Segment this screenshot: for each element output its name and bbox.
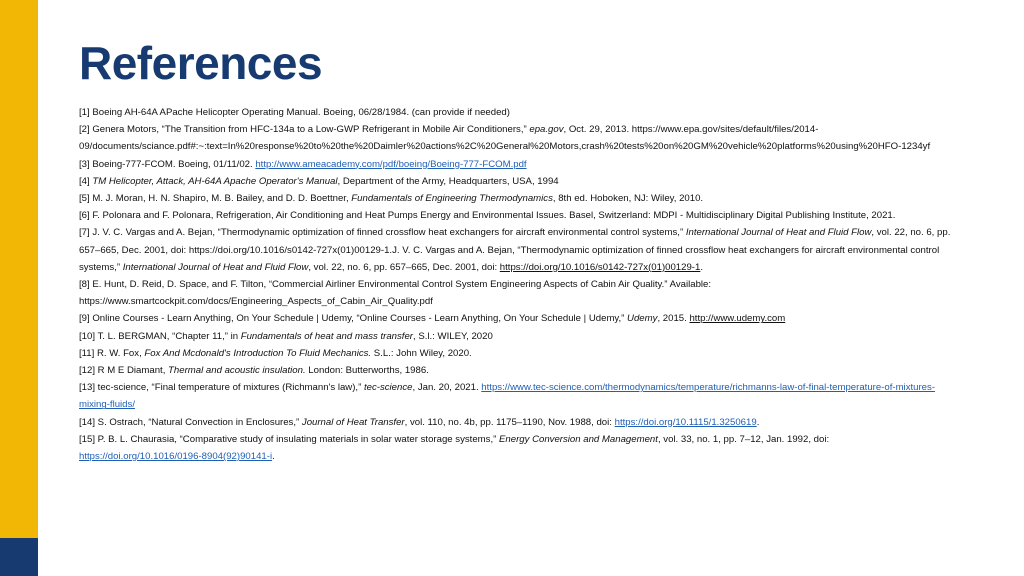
reference-11-title: Fox And Mcdonald's Introduction To Fluid Mechanics. bbox=[144, 347, 372, 359]
reference-12-title: Thermal and acoustic insulation. bbox=[168, 365, 306, 377]
reference-15-text: [15] P. B. L. Chaurasia, “Comparative study of insulating materials in solar water storage systems,” bbox=[79, 433, 499, 445]
reference-13-link[interactable]: https://www.tec-science.com/thermodynamics/temperature/richmanns-law-of-final-temperature-of-mixtures-mixing-fluids/ bbox=[79, 382, 936, 411]
reference-7 bbox=[79, 224, 951, 276]
reference-15-journal: Energy Conversion and Management bbox=[499, 433, 658, 445]
reference-7-text: [7] J. V. C. Vargas and A. Bejan, “Thermodynamic optimization of finned crossflow heat exchangers for aircraft environmental control systems,” bbox=[79, 227, 686, 239]
reference-12-author: [12] R M E Diamant, bbox=[79, 365, 169, 377]
reference-5 bbox=[79, 190, 951, 207]
accent-bar-gold bbox=[0, 0, 38, 538]
reference-6-text: [6] F. Polonara and F. Polonara, Refrigeration, Air Conditioning and Heat Pumps Energy and Environmental Issues. Basel, Switzerland: MDPI - Multidisciplinary Digital Publishing Institute, 2021. bbox=[79, 210, 896, 222]
reference-1 bbox=[79, 104, 951, 121]
reference-4-title: TM Helicopter, Attack, AH-64A Apache Operator's Manual bbox=[92, 175, 338, 187]
reference-10-text: [10] T. L. BERGMAN, “Chapter 11,” in bbox=[79, 330, 241, 342]
reference-5-authors: [5] M. J. Moran, H. N. Shapiro, M. B. Bailey, and D. D. Boettner, bbox=[79, 193, 352, 205]
page-title: References bbox=[79, 37, 323, 89]
reference-15 bbox=[79, 431, 951, 465]
reference-7-journal: International Journal of Heat and Fluid Flow bbox=[685, 227, 872, 239]
reference-11 bbox=[79, 345, 951, 362]
reference-1-text: [1] Boeing AH-64A APache Helicopter Operating Manual. Boeing, 06/28/1984. (can provide if needed) bbox=[79, 107, 510, 118]
reference-4-number: [4] bbox=[79, 175, 93, 187]
reference-7-journal-2: International Journal of Heat and Fluid Flow bbox=[122, 261, 309, 273]
reference-7-text-3: , vol. 22, no. 6, pp. 657–665, Dec. 2001, doi: bbox=[308, 261, 500, 273]
reference-8 bbox=[79, 276, 951, 310]
reference-3-link[interactable]: http://www.ameacademy.com/pdf/boeing/Boeing-777-FCOM.pdf bbox=[255, 158, 527, 170]
reference-7-link[interactable]: https://doi.org/10.1016/s0142-727x(01)00129-1 bbox=[499, 261, 701, 273]
reference-3-text: [3] Boeing-777-FCOM. Boeing, 01/11/02. bbox=[79, 158, 256, 170]
reference-10-publisher: , S.l.: WILEY, 2020 bbox=[412, 330, 493, 342]
reference-list bbox=[79, 104, 951, 465]
reference-7-text-2: , vol. 22, no. 6, pp. 657–665, Dec. 2001, doi: https://doi.org/10.1016/s0142-727x(01)00129-1.J. V. C. Vargas and A. Bejan, “Thermodynamic optimization of finned crossflow heat exchangers for aircraft environmental control systems,” bbox=[79, 227, 951, 273]
reference-15-details: , vol. 33, no. 1, pp. 7–12, Jan. 1992, doi: bbox=[657, 433, 830, 445]
reference-9-text: [9] Online Courses - Learn Anything, On Your Schedule | Udemy, “Online Courses - Learn Anything, On Your Schedule | Udemy,” bbox=[79, 313, 628, 325]
reference-15-link[interactable]: https://doi.org/10.1016/0196-8904(92)90141-i bbox=[79, 451, 273, 463]
reference-15-end: . bbox=[272, 451, 275, 463]
reference-13 bbox=[79, 379, 951, 413]
reference-5-text: , 8th ed. Hoboken, NJ: Wiley, 2010. bbox=[552, 193, 704, 205]
reference-11-author: [11] R. W. Fox, bbox=[79, 347, 145, 359]
reference-2 bbox=[79, 121, 951, 155]
reference-7-end: . bbox=[700, 261, 704, 273]
reference-3 bbox=[79, 156, 951, 173]
reference-6 bbox=[79, 207, 951, 224]
reference-5-title: Fundamentals of Engineering Thermodynamics bbox=[351, 193, 553, 205]
reference-4-text: , Department of the Army, Headquarters, USA, 1994 bbox=[337, 175, 559, 187]
reference-12-publisher: London: Butterworths, 1986. bbox=[305, 365, 429, 377]
reference-14-journal: Journal of Heat Transfer bbox=[301, 416, 405, 428]
reference-14-text: [14] S. Ostrach, “Natural Convection in Enclosures,” bbox=[79, 416, 302, 428]
reference-11-publisher: S.L.: John Wiley, 2020. bbox=[371, 347, 472, 359]
reference-14-end: . bbox=[756, 416, 760, 428]
reference-14-link[interactable]: https://doi.org/10.1115/1.3250619 bbox=[614, 416, 757, 428]
reference-13-source: tec-science bbox=[363, 382, 413, 394]
reference-14 bbox=[79, 414, 951, 431]
reference-14-details: , vol. 110, no. 4b, pp. 1175–1190, Nov. 1988, doi: bbox=[404, 416, 615, 428]
reference-2-url: , Oct. 29, 2013. https://www.epa.gov/sites/default/files/2014-09/documents/sciance.pdf#:~:text=In%20response%20to%20the%20Daimler%20actions%2C%20General%20Motors,crash%20tests%20on%20GM%20vehicle%20platforms%20using%20HFO-1234yf bbox=[79, 124, 931, 153]
reference-4 bbox=[79, 173, 951, 190]
reference-12 bbox=[79, 362, 951, 379]
reference-9-year: , 2015. bbox=[657, 313, 690, 325]
accent-bar-navy bbox=[0, 538, 38, 576]
reference-13-text: [13] tec-science, “Final temperature of mixtures (Richmann's law),” bbox=[79, 382, 364, 394]
reference-10 bbox=[79, 328, 951, 345]
reference-10-title: Fundamentals of heat and mass transfer bbox=[240, 330, 413, 342]
reference-2-source: epa.gov bbox=[529, 124, 564, 136]
reference-9 bbox=[79, 310, 951, 327]
reference-8-text: [8] E. Hunt, D. Reid, D. Space, and F. Tilton, “Commercial Airliner Environmental Control System Engineering Aspects of Cabin Air Quality.” Available: https://www.smartcockpit.com/docs/Engineering_Aspects_of_Cabin_Air_Quality.pdf bbox=[79, 279, 712, 308]
reference-9-link[interactable]: http://www.udemy.com bbox=[689, 313, 786, 325]
reference-9-source: Udemy bbox=[627, 313, 658, 325]
reference-13-date: , Jan. 20, 2021. bbox=[412, 382, 482, 394]
reference-2-text: [2] Genera Motors, “The Transition from HFC-134a to a Low-GWP Refrigerant in Mobile Air Conditioners,” bbox=[79, 124, 530, 136]
